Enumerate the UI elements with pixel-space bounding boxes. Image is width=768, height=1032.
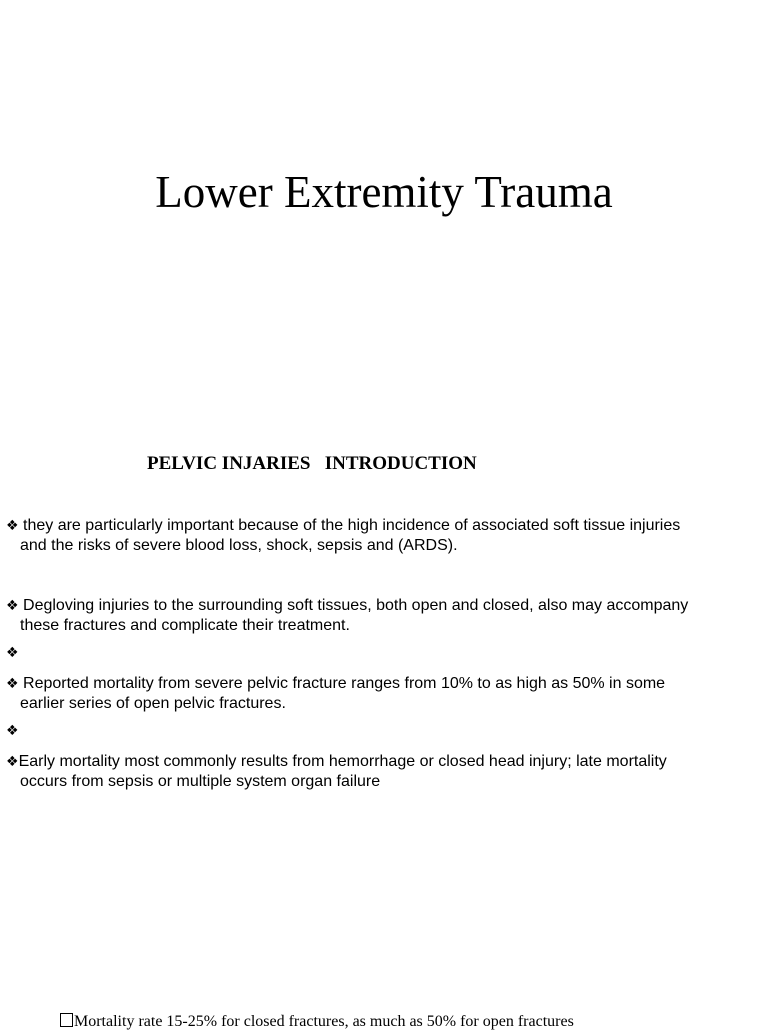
bullet-item-empty	[6, 721, 766, 741]
diamond-bullet-icon: ❖	[6, 754, 19, 770]
bullet-text: Degloving injuries to the surrounding soft tissues, both open and closed, also may accompany	[18, 597, 689, 614]
bullet-text-continued: occurs from sepsis or multiple system organ failure	[20, 773, 381, 790]
bullet-text-continued: earlier series of open pelvic fractures.	[20, 695, 286, 712]
bullet-item-empty	[6, 643, 766, 663]
bullet-text: Early mortality most commonly results from hemorrhage or closed head injury; late mortality	[18, 753, 667, 770]
checkbox-square-icon	[60, 1013, 73, 1027]
bullet-item	[6, 596, 766, 636]
bullet-item	[6, 752, 766, 792]
diamond-bullet-icon: ❖	[6, 645, 19, 661]
diamond-bullet-icon: ❖	[6, 598, 19, 614]
document-title: Lower Extremity Trauma	[155, 167, 613, 217]
footer-text: Mortality rate 15-25% for closed fractures, as much as 50% for open fractures	[74, 1013, 574, 1030]
bullet-text-continued: and the risks of severe blood loss, shock, sepsis and (ARDS).	[20, 537, 458, 554]
section-heading: PELVIC INJARIES INTRODUCTION	[147, 453, 477, 474]
bullet-item	[6, 674, 766, 714]
bullet-text: Reported mortality from severe pelvic fracture ranges from 10% to as high as 50% in some	[18, 675, 666, 692]
bullet-item	[6, 516, 766, 556]
diamond-bullet-icon: ❖	[6, 723, 19, 739]
diamond-bullet-icon: ❖	[6, 518, 19, 534]
diamond-bullet-icon: ❖	[6, 676, 19, 692]
bullet-text: they are particularly important because of the high incidence of associated soft tissue injuries	[18, 517, 681, 534]
footer-note	[60, 1012, 574, 1032]
bullet-text-continued: these fractures and complicate their treatment.	[20, 617, 350, 634]
